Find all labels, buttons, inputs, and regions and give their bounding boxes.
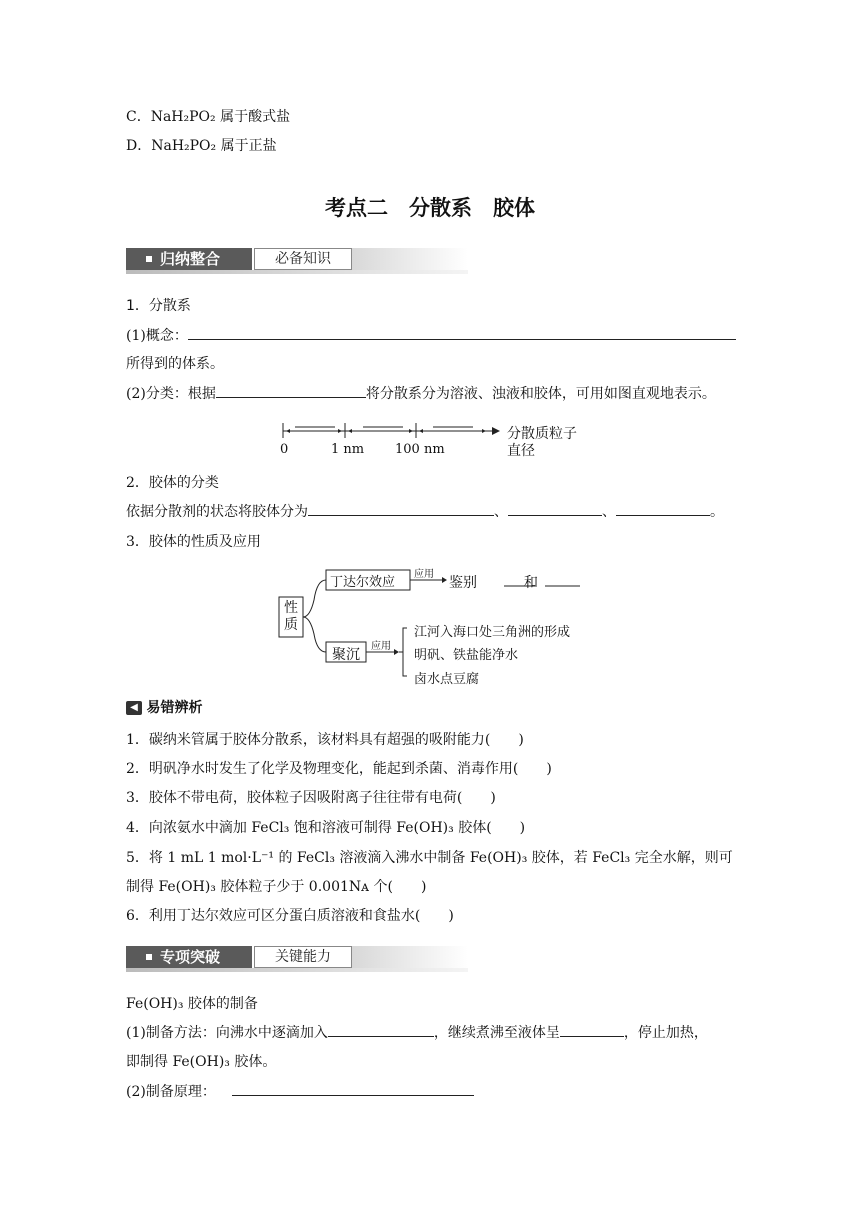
section-title: 考点二 分散系 胶体 [325,196,535,220]
option-d: D．NaH₂PO₂ 属于正盐 [126,138,277,154]
branch1-and: 和 [524,575,538,591]
statement-5: 5．将 1 mL 1 mol·L⁻¹ 的 FeCl₃ 溶液滴入沸水中制备 Fe(OH)₃ 胶体，若 FeCl₃ 完全水解，则可 [126,850,733,866]
root-line-1: 性 [284,600,298,616]
banner-dark-label: 归纳整合 [160,250,221,268]
concept-after: 所得到的体系。 [126,356,224,372]
error-analysis-icon: ◀ [126,701,142,715]
classification-text: 依据分散剂的状态将胶体分为 [126,504,308,520]
branch2-use: 应用 [371,641,391,652]
statement-3: 3．胶体不带电荷，胶体粒子因吸附离子往往带有电荷( ) [126,790,496,806]
principle-blank[interactable] [232,1081,474,1096]
classification-line [126,501,724,521]
banner-dark-label: 专项突破 [160,948,221,966]
prep-blank-1[interactable] [328,1022,434,1037]
concept-line [126,325,736,345]
classify-line [126,383,716,403]
blank-1[interactable] [308,501,494,516]
branch1-use: 应用 [414,569,434,580]
statement-4: 4．向浓氨水中滴加 FeCl₃ 饱和溶液可制得 Fe(OH)₃ 胶体( ) [126,820,526,836]
blank-2[interactable] [508,501,602,516]
classify-label: (2)分类：根据 [126,386,216,402]
branch1-identify: 鉴别 [449,575,477,591]
prep-m3: ，停止加热， [623,1025,708,1041]
prep-heading: Fe(OH)₃ 胶体的制备 [126,996,258,1012]
concept-label: (1)概念： [126,328,188,344]
square-icon [146,954,152,960]
coag-item-3: 卤水点豆腐 [414,672,480,687]
statement-5-cont: 制得 Fe(OH)₃ 胶体粒子少于 0.001Nᴀ 个( ) [126,879,427,895]
tick-0: 0 [280,442,289,457]
blank-3[interactable] [616,501,710,516]
prep-method-line [126,1022,708,1042]
banner-light-label: 必备知识 [254,248,352,270]
sep-1: 、 [494,504,508,520]
statement-1: 1．碳纳米管属于胶体分散系，该材料具有超强的吸附能力( ) [126,732,524,748]
prep-principle: (2)制备原理： [126,1084,216,1100]
axis-label-1: 分散质粒子 [507,426,577,442]
prep-m4: 即制得 Fe(OH)₃ 胶体。 [126,1054,277,1070]
section-banner-knowledge [126,244,468,274]
heading-classification: 2．胶体的分类 [126,475,219,491]
branch-tyndall: 丁达尔效应 [330,575,396,590]
heading-properties: 3．胶体的性质及应用 [126,534,261,550]
coag-item-1: 江河入海口处三角洲的形成 [414,625,571,640]
option-c: C．NaH₂PO₂ 属于酸式盐 [126,109,291,125]
banner-light-label: 关键能力 [254,946,352,968]
section-banner-ability [126,942,468,972]
statement-6: 6．利用丁达尔效应可区分蛋白质溶液和食盐水( ) [126,908,454,924]
period: 。 [710,504,724,520]
root-line-2: 质 [284,617,298,633]
branch-coagulation: 聚沉 [332,647,360,663]
tick-100nm: 100 nm [395,442,445,457]
tick-1nm: 1 nm [331,442,365,457]
heading-dispersion: 1．分散系 [126,298,191,314]
coag-item-2: 明矾、铁盐能净水 [414,648,519,663]
concept-blank[interactable] [188,325,736,340]
root-node [284,600,298,634]
statement-2: 2．明矾净水时发生了化学及物理变化，能起到杀菌、消毒作用( ) [126,761,552,777]
prep-principle-line [126,1081,474,1101]
analysis-title: 易错辨析 [146,700,203,716]
prep-blank-2[interactable] [560,1022,624,1037]
classify-blank[interactable] [216,383,366,398]
square-icon [146,256,152,262]
prep-m1: (1)制备方法：向沸水中逐滴加入 [126,1025,328,1041]
analysis-header [126,697,202,717]
sep-2: 、 [602,504,616,520]
classify-after: 将分散系分为溶液、浊液和胶体，可用如图直观地表示。 [365,386,716,402]
prep-m2: ，继续煮沸至液体呈 [433,1025,560,1041]
axis-label-2: 直径 [507,443,535,459]
